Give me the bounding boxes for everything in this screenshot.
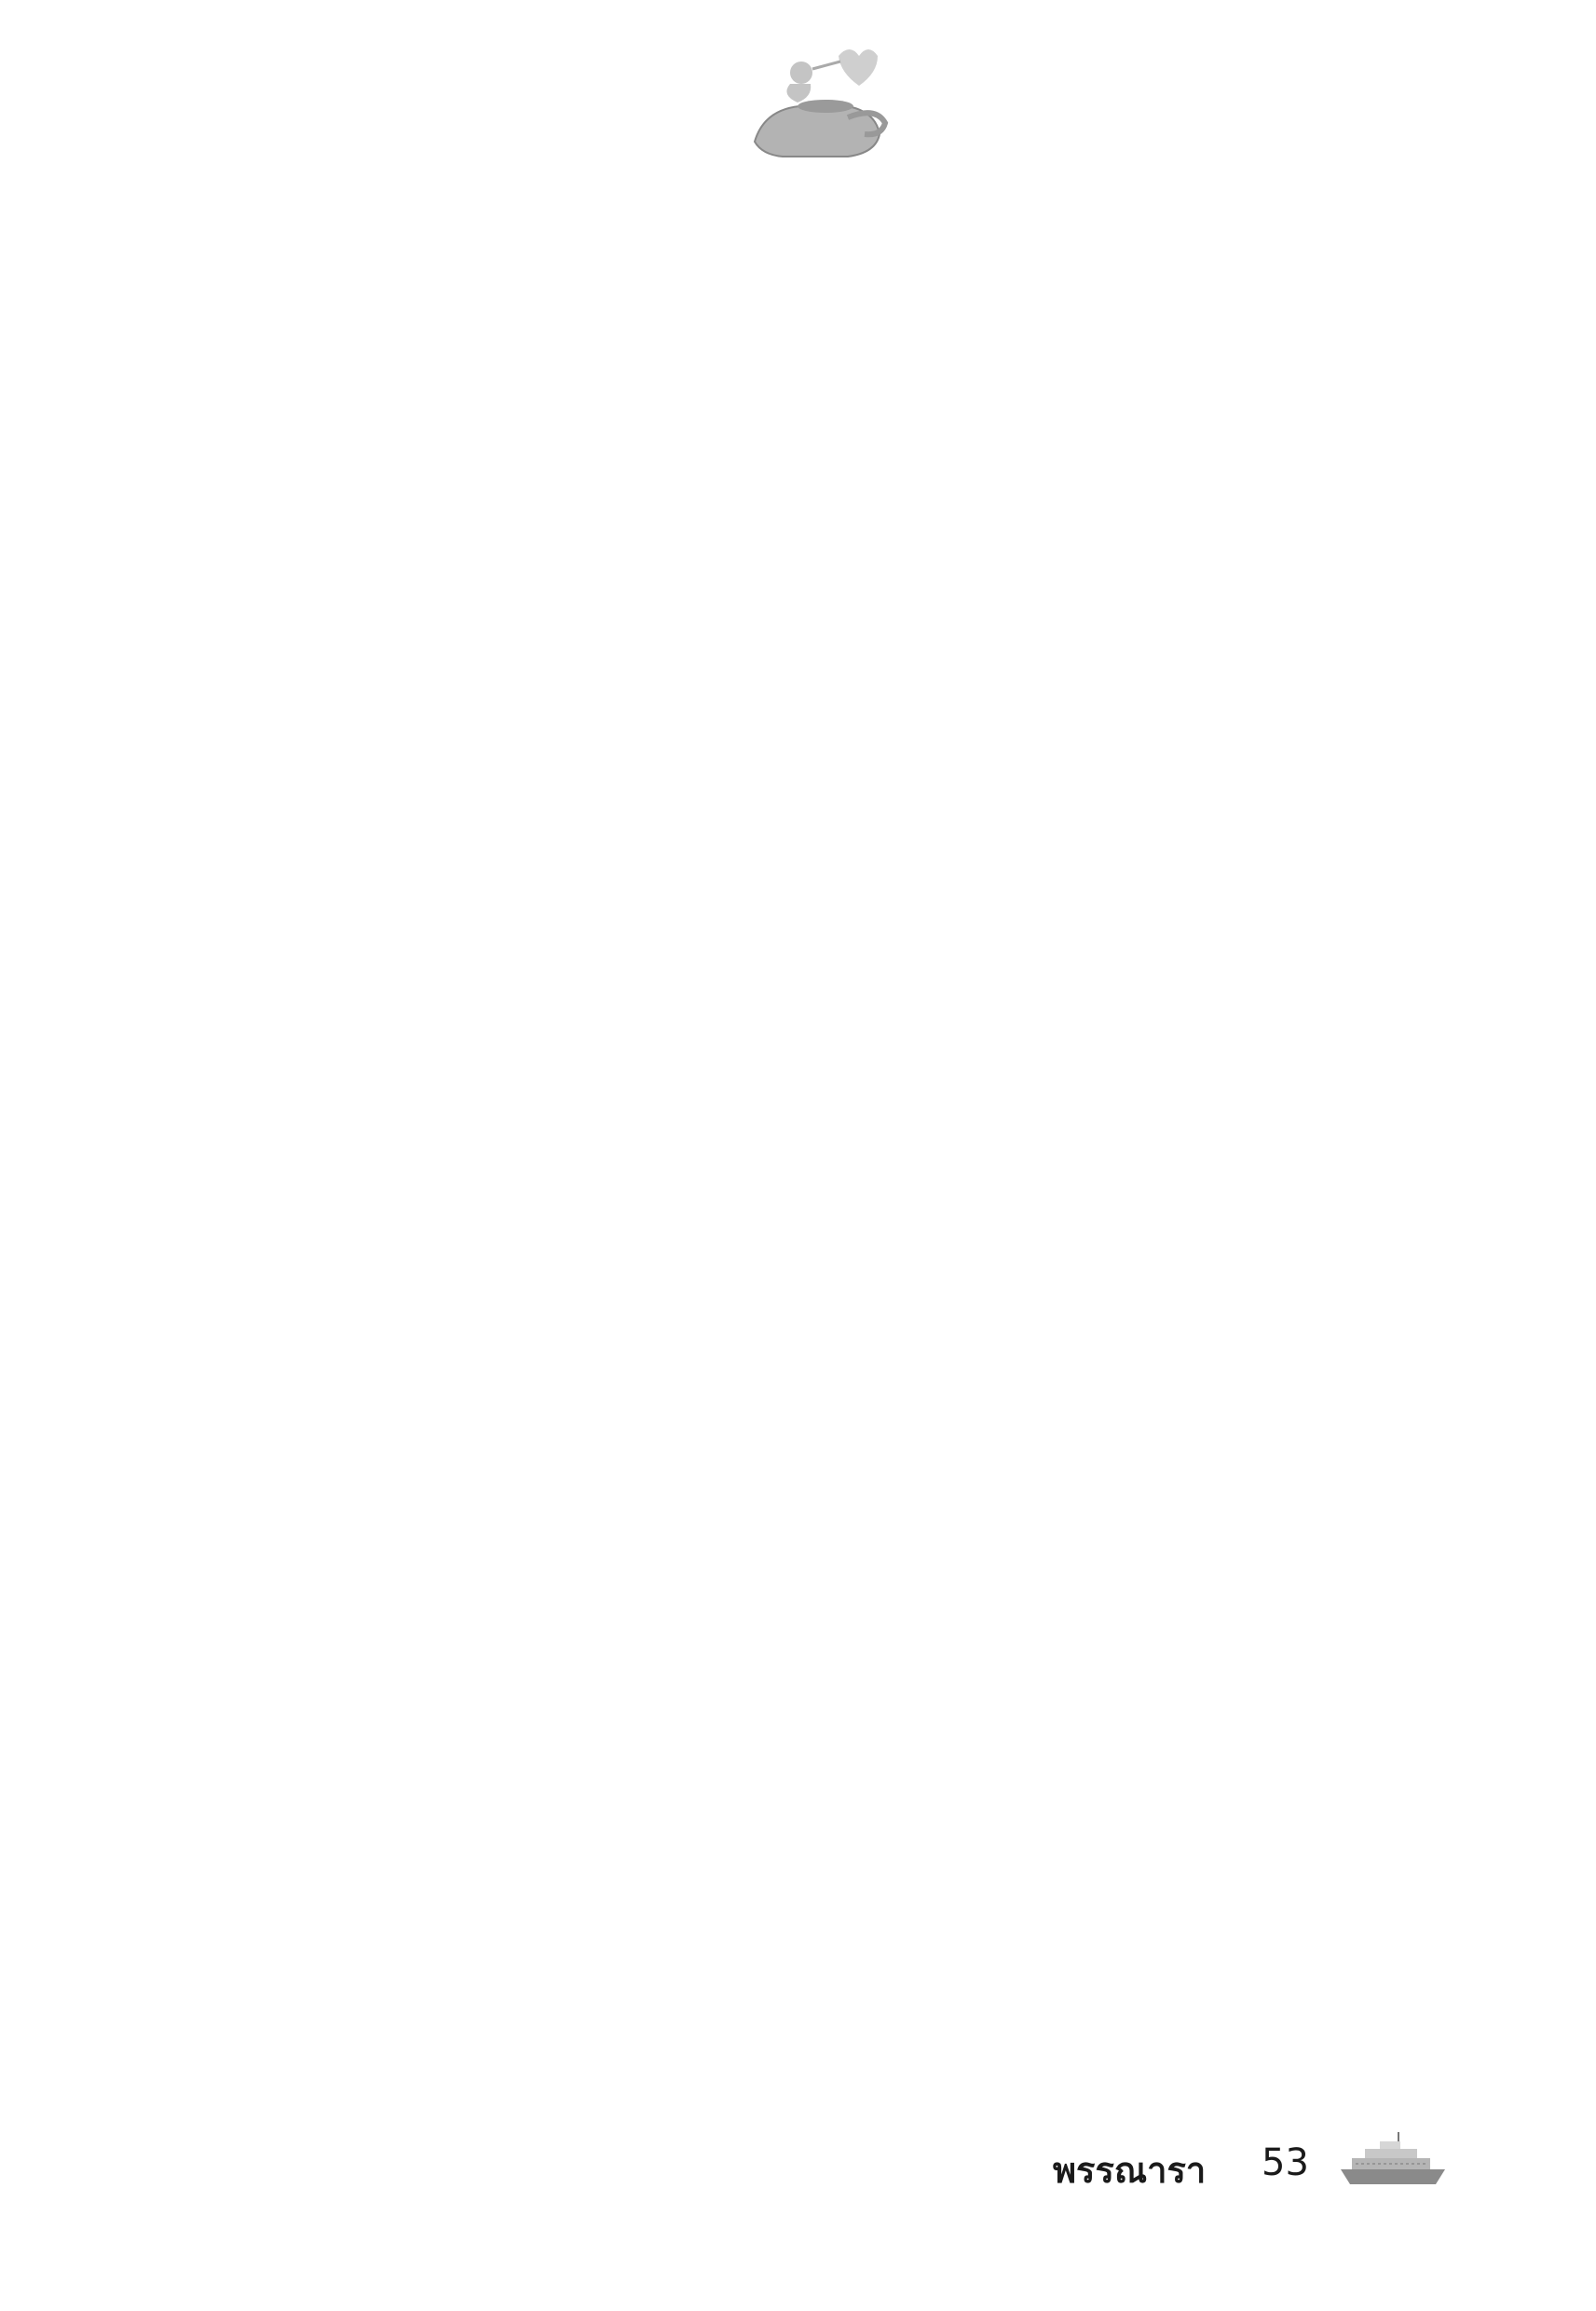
ship-icon (1337, 2132, 1449, 2190)
book-title: พรรณารา (1053, 2150, 1207, 2191)
page-footer (1053, 2125, 1463, 2208)
header-ornament (736, 37, 894, 168)
body-text (276, 196, 1411, 2097)
teapot-ornament-icon (736, 37, 894, 168)
page-number: 53 (1262, 2141, 1309, 2184)
